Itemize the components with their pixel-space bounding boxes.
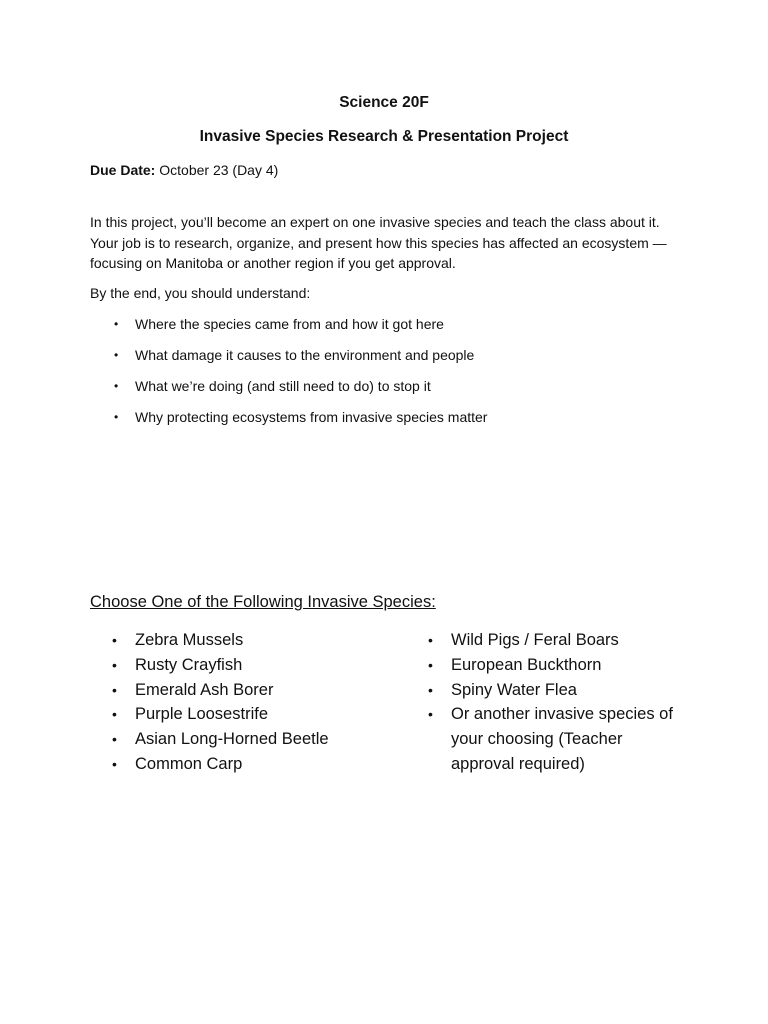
bullet-icon: • <box>112 755 117 772</box>
list-item <box>90 727 390 752</box>
goal-text: Where the species came from and how it got here <box>135 316 444 332</box>
species-name: Or another invasive species of your choosing (Teacher approval required) <box>451 705 673 773</box>
species-name: Emerald Ash Borer <box>135 680 274 699</box>
bullet-icon: • <box>112 632 117 648</box>
list-item <box>406 653 676 678</box>
intro-paragraph: In this project, you’ll become an expert on one invasive species and teach the class about it. Your job is to research, organize, and present how this species has affected an ecosystem — focusing on Manitoba or another region if you get approval. <box>90 214 667 271</box>
bullet-icon: • <box>112 706 117 723</box>
list-item <box>90 315 487 346</box>
project-title: Invasive Species Research & Presentation Project <box>199 128 569 145</box>
bullet-icon: • <box>114 348 119 362</box>
goal-text: Why protecting ecosystems from invasive species matter <box>135 409 488 425</box>
species-name: Rusty Crayfish <box>135 655 243 674</box>
list-item <box>90 678 390 703</box>
due-date-label: Due Date: <box>90 162 156 178</box>
species-name: Purple Loosestrife <box>135 705 268 724</box>
due-date-value: October 23 (Day 4) <box>155 162 279 178</box>
goal-text: What we’re doing (and still need to do) to stop it <box>135 378 431 394</box>
list-item <box>90 752 390 777</box>
list-item <box>90 377 487 408</box>
bullet-icon: • <box>114 379 119 393</box>
species-name: Zebra Mussels <box>135 631 244 649</box>
bullet-icon: • <box>428 632 433 648</box>
bullet-icon: • <box>112 681 117 698</box>
species-list-right <box>406 628 676 777</box>
learning-goals-list <box>90 315 487 439</box>
bullet-icon: • <box>112 656 117 673</box>
list-item <box>406 702 676 776</box>
list-item <box>406 628 676 653</box>
list-item <box>90 702 390 727</box>
due-date-line <box>90 162 278 178</box>
choose-heading: Choose One of the Following Invasive Species: <box>90 593 436 611</box>
bullet-icon: • <box>428 656 433 673</box>
bullet-icon: • <box>428 681 433 698</box>
list-item <box>90 346 487 377</box>
species-name: Spiny Water Flea <box>451 680 577 699</box>
species-name: Wild Pigs / Feral Boars <box>451 631 619 649</box>
list-item <box>90 408 487 439</box>
bullet-icon: • <box>114 410 119 424</box>
species-name: Asian Long-Horned Beetle <box>135 730 329 749</box>
bullet-icon: • <box>428 706 433 723</box>
list-item <box>90 653 390 678</box>
course-title: Science 20F <box>339 94 429 111</box>
bullet-icon: • <box>112 731 117 748</box>
species-list-left <box>90 628 390 777</box>
species-name: Common Carp <box>135 754 243 773</box>
bullet-icon: • <box>114 317 119 331</box>
list-item <box>406 678 676 703</box>
list-item <box>90 628 390 653</box>
species-name: European Buckthorn <box>451 655 602 674</box>
goal-text: What damage it causes to the environment and people <box>135 347 475 363</box>
understand-lead: By the end, you should understand: <box>90 285 311 301</box>
